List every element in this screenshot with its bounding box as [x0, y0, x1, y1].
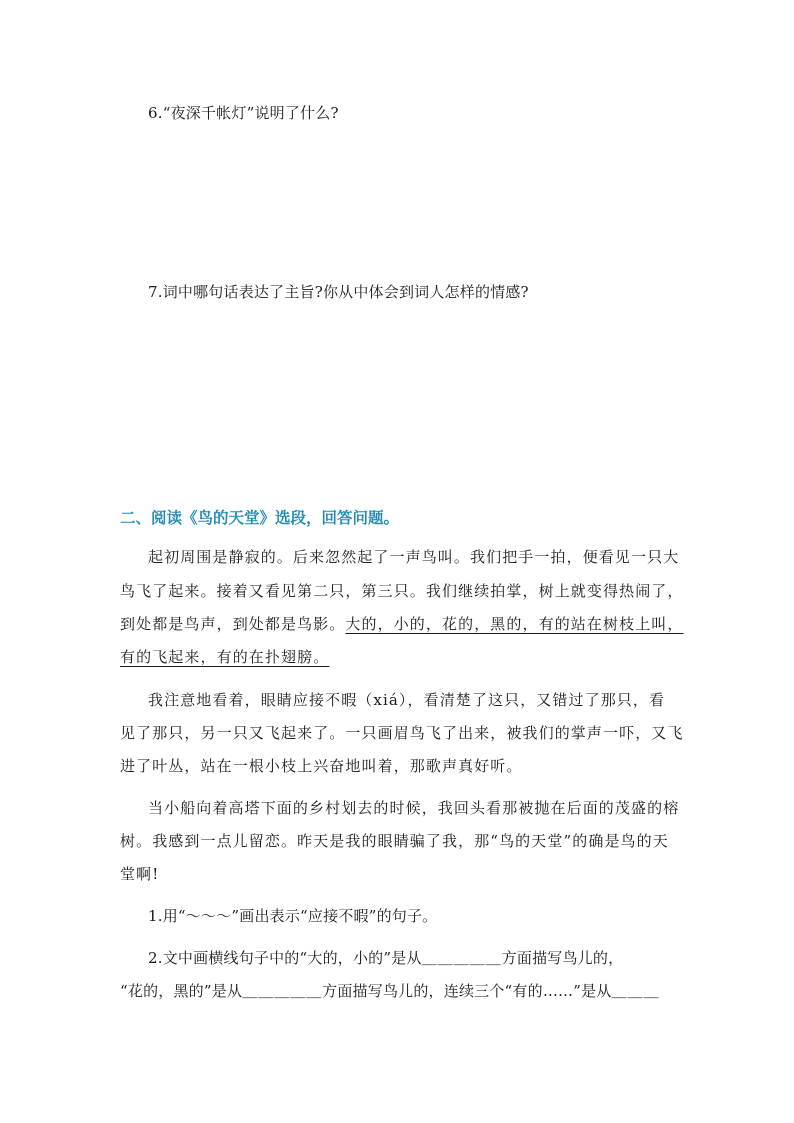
- sub-question-2-text-a: 2.文中画横线句子中的“大的，小的”是从: [148, 949, 422, 967]
- paragraph-1-line-3-text: 到处都是鸟声，到处都是鸟影。: [120, 615, 346, 633]
- paragraph-1-line-2: 鸟飞了起来。接着又看见第二只，第三只。我们继续拍掌，树上就变得热闹了，: [120, 582, 684, 600]
- underlined-sentence-part-1: 大的，小的，花的，黑的，有的站在树枝上叫，: [345, 615, 684, 633]
- sub-question-2-text-b: 方面描写鸟儿的，: [501, 949, 624, 967]
- paragraph-1-line-3: [120, 613, 684, 634]
- question-7: 7.词中哪句话表达了主旨?你从中体会到词人怎样的情感?: [148, 283, 529, 301]
- question-6: 6.“夜深千帐灯”说明了什么?: [148, 104, 339, 122]
- paragraph-2-line-3: 进了叶丛，站在一根小枝上兴奋地叫着，那歌声真好听。: [120, 757, 523, 775]
- sub-question-2-text-c: “花的，黑的”是从: [120, 982, 243, 1000]
- sub-question-1: 1.用“～～～”画出表示“应接不暇”的句子。: [148, 907, 438, 925]
- answer-blank-3[interactable]: ＿＿＿: [611, 982, 660, 1000]
- underlined-sentence-part-2: 有的飞起来，有的在扑翅膀。: [120, 648, 330, 666]
- paragraph-1-line-1: 起初周围是静寂的。后来忽然起了一声鸟叫。我们把手一拍，便看见一只大: [148, 548, 680, 566]
- paragraph-3-line-2: 树。我感到一点儿留恋。昨天是我的眼睛骗了我，那“鸟的天堂”的确是鸟的天: [120, 832, 669, 850]
- paragraph-2-line-2: 见了那只，另一只又飞起来了。一只画眉鸟飞了出来，被我们的掌声一吓，又飞: [120, 724, 684, 742]
- sub-question-2-line-1: [148, 947, 623, 968]
- paragraph-2-line-1: 我注意地看着，眼睛应接不暇（xiá），看清楚了这只，又错过了那只，看: [148, 691, 666, 709]
- paragraph-3-line-3: 堂啊!: [120, 865, 160, 883]
- section-2-title: 二、阅读《鸟的天堂》选段，回答问题。: [120, 509, 400, 527]
- answer-blank-1[interactable]: ＿＿＿＿＿: [421, 949, 502, 967]
- paragraph-1-line-4: [120, 646, 329, 667]
- sub-question-2-text-d: 方面描写鸟儿的，连续三个“有的……”是从: [322, 982, 612, 1000]
- sub-question-2-line-2: [120, 980, 660, 1001]
- answer-blank-2[interactable]: ＿＿＿＿＿: [242, 982, 323, 1000]
- paragraph-3-line-1: 当小船向着高塔下面的乡村划去的时候，我回头看那被抛在后面的茂盛的榕: [148, 799, 680, 817]
